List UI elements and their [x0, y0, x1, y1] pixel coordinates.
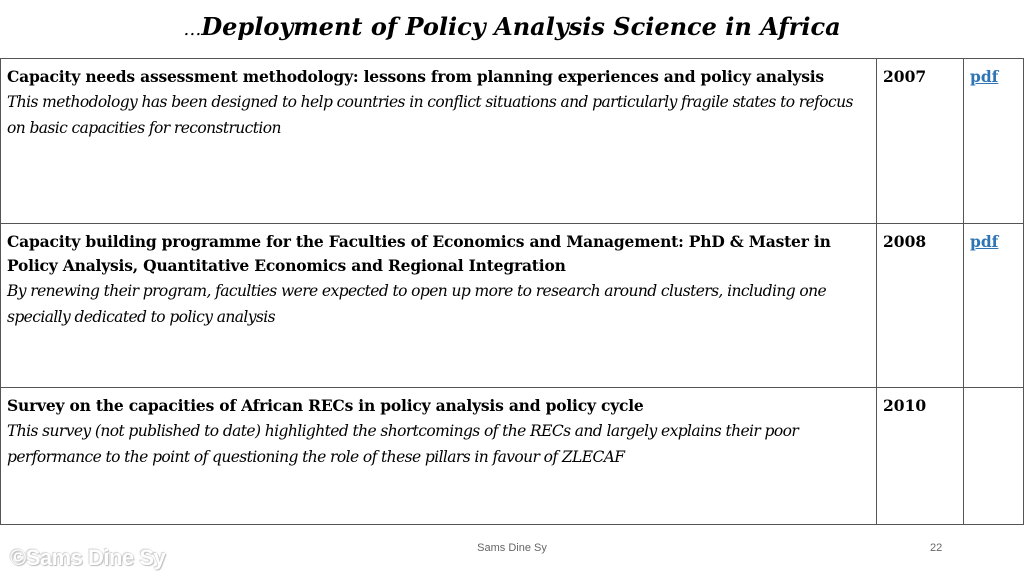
- item-cell: [1, 59, 877, 224]
- item-cell: [1, 388, 877, 525]
- item-year: 2008: [883, 232, 927, 251]
- link-cell: [964, 59, 1024, 224]
- year-cell: [877, 59, 964, 224]
- link-cell: [964, 224, 1024, 388]
- item-description: This methodology has been designed to help countries in conflict situations and particularly fragile states to refocus on basic capacities for reconstruction: [7, 93, 853, 137]
- table-row: [1, 59, 1024, 224]
- footer-author: Sams Dine Sy: [477, 542, 547, 554]
- slide-title: [0, 10, 1024, 47]
- table-row: [1, 388, 1024, 525]
- pdf-link[interactable]: pdf: [970, 67, 999, 86]
- item-year: 2010: [883, 396, 927, 415]
- item-description: By renewing their program, faculties were expected to open up more to research around clusters, including one specially dedicated to policy analysis: [7, 282, 827, 326]
- item-title: Capacity building programme for the Faculties of Economics and Management: PhD & Master in Policy Analysis, Quantitative Economics and Regional Integration: [7, 232, 831, 275]
- item-title: Survey on the capacities of African RECs in policy analysis and policy cycle: [7, 396, 644, 415]
- title-text: Deployment of Policy Analysis Science in Africa: [201, 12, 841, 41]
- table-row: [1, 224, 1024, 388]
- link-cell: [964, 388, 1024, 525]
- item-title: Capacity needs assessment methodology: lessons from planning experiences and policy analysis: [7, 67, 824, 86]
- publications-table: [0, 58, 1024, 525]
- pdf-link[interactable]: pdf: [970, 232, 999, 251]
- item-cell: [1, 224, 877, 388]
- year-cell: [877, 224, 964, 388]
- item-description: This survey (not published to date) highlighted the shortcomings of the RECs and largely explains their poor performance to the point of questioning the role of these pillars in favour of ZLECAF: [7, 422, 799, 466]
- item-year: 2007: [883, 67, 927, 86]
- year-cell: [877, 388, 964, 525]
- copyright-watermark: ©Sams Dine Sy: [10, 545, 166, 570]
- title-prefix: …: [183, 19, 202, 40]
- page-number: 22: [930, 542, 943, 554]
